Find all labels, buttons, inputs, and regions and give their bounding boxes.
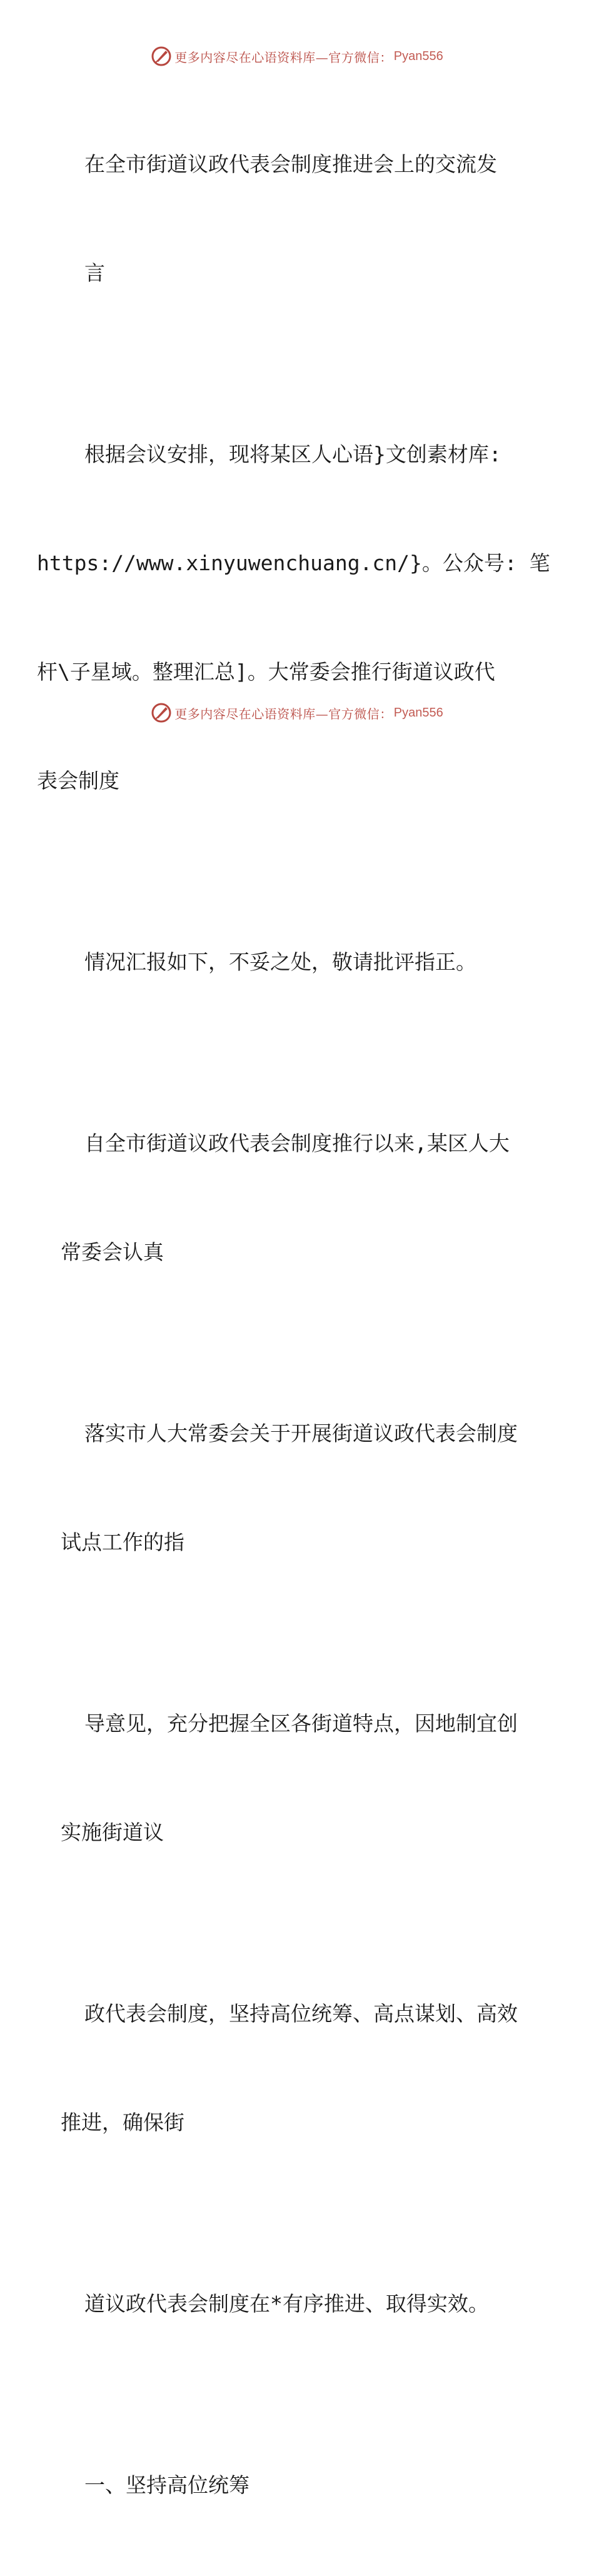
body-paragraph bbox=[61, 1053, 536, 1343]
text-line: 政代表会制度，坚持高位统筹、高点谋划、高效 bbox=[84, 2001, 518, 2026]
watermark-id: Pyan556 bbox=[393, 705, 443, 720]
text-line: 在全市街道议政代表会制度推进会上的交流发 bbox=[84, 152, 497, 176]
text-line: 道议政代表会制度在*有序推进、取得实效。 bbox=[84, 2292, 489, 2316]
text-line: https://www.xinyuwenchuang.cn/}。公众号: 笔 bbox=[37, 551, 550, 575]
text-line: 根据会议安排，现将某区人心语}文创素材库: bbox=[84, 442, 501, 466]
body-paragraph bbox=[61, 1633, 536, 1923]
text-line: 实施街道议 bbox=[61, 1820, 164, 1844]
text-line: 推进，确保街 bbox=[61, 2110, 184, 2135]
text-line: 自全市街道议政代表会制度推行以来,某区人大 bbox=[84, 1131, 510, 1155]
quill-logo-icon bbox=[151, 46, 172, 67]
watermark-text: 更多内容尽在心语资料库—官方微信： bbox=[174, 706, 393, 722]
document-body bbox=[37, 74, 550, 2576]
watermark-id: Pyan556 bbox=[393, 49, 443, 63]
body-paragraph bbox=[61, 1923, 536, 2213]
body-paragraph bbox=[61, 1343, 536, 1633]
text-line: 杆\子星域。整理汇总]。大常委会推行街道议政代 bbox=[37, 660, 495, 684]
text-line: 表会制度 bbox=[37, 768, 119, 793]
text-line: 常委会认真 bbox=[61, 1240, 164, 1264]
text-line: 落实市人大常委会关于开展街道议政代表会制度 bbox=[84, 1421, 518, 1446]
section-heading bbox=[61, 2395, 536, 2576]
watermark-text: 更多内容尽在心语资料库—官方微信： bbox=[174, 49, 393, 65]
quill-logo-icon bbox=[151, 702, 172, 723]
text-line: 言 bbox=[84, 261, 105, 285]
title-paragraph bbox=[61, 74, 536, 364]
text-line: 一、坚持高位统筹 bbox=[84, 2473, 249, 2497]
body-paragraph bbox=[61, 2213, 536, 2395]
header-watermark bbox=[0, 43, 594, 70]
footer-watermark bbox=[0, 699, 594, 727]
text-line: 情况汇报如下，不妥之处，敬请批评指正。 bbox=[84, 950, 476, 974]
body-paragraph bbox=[61, 872, 536, 1053]
body-paragraph bbox=[37, 364, 550, 872]
text-line: 导意见，充分把握全区各街道特点，因地制宜创 bbox=[84, 1711, 518, 1736]
text-line: 试点工作的指 bbox=[61, 1530, 184, 1554]
